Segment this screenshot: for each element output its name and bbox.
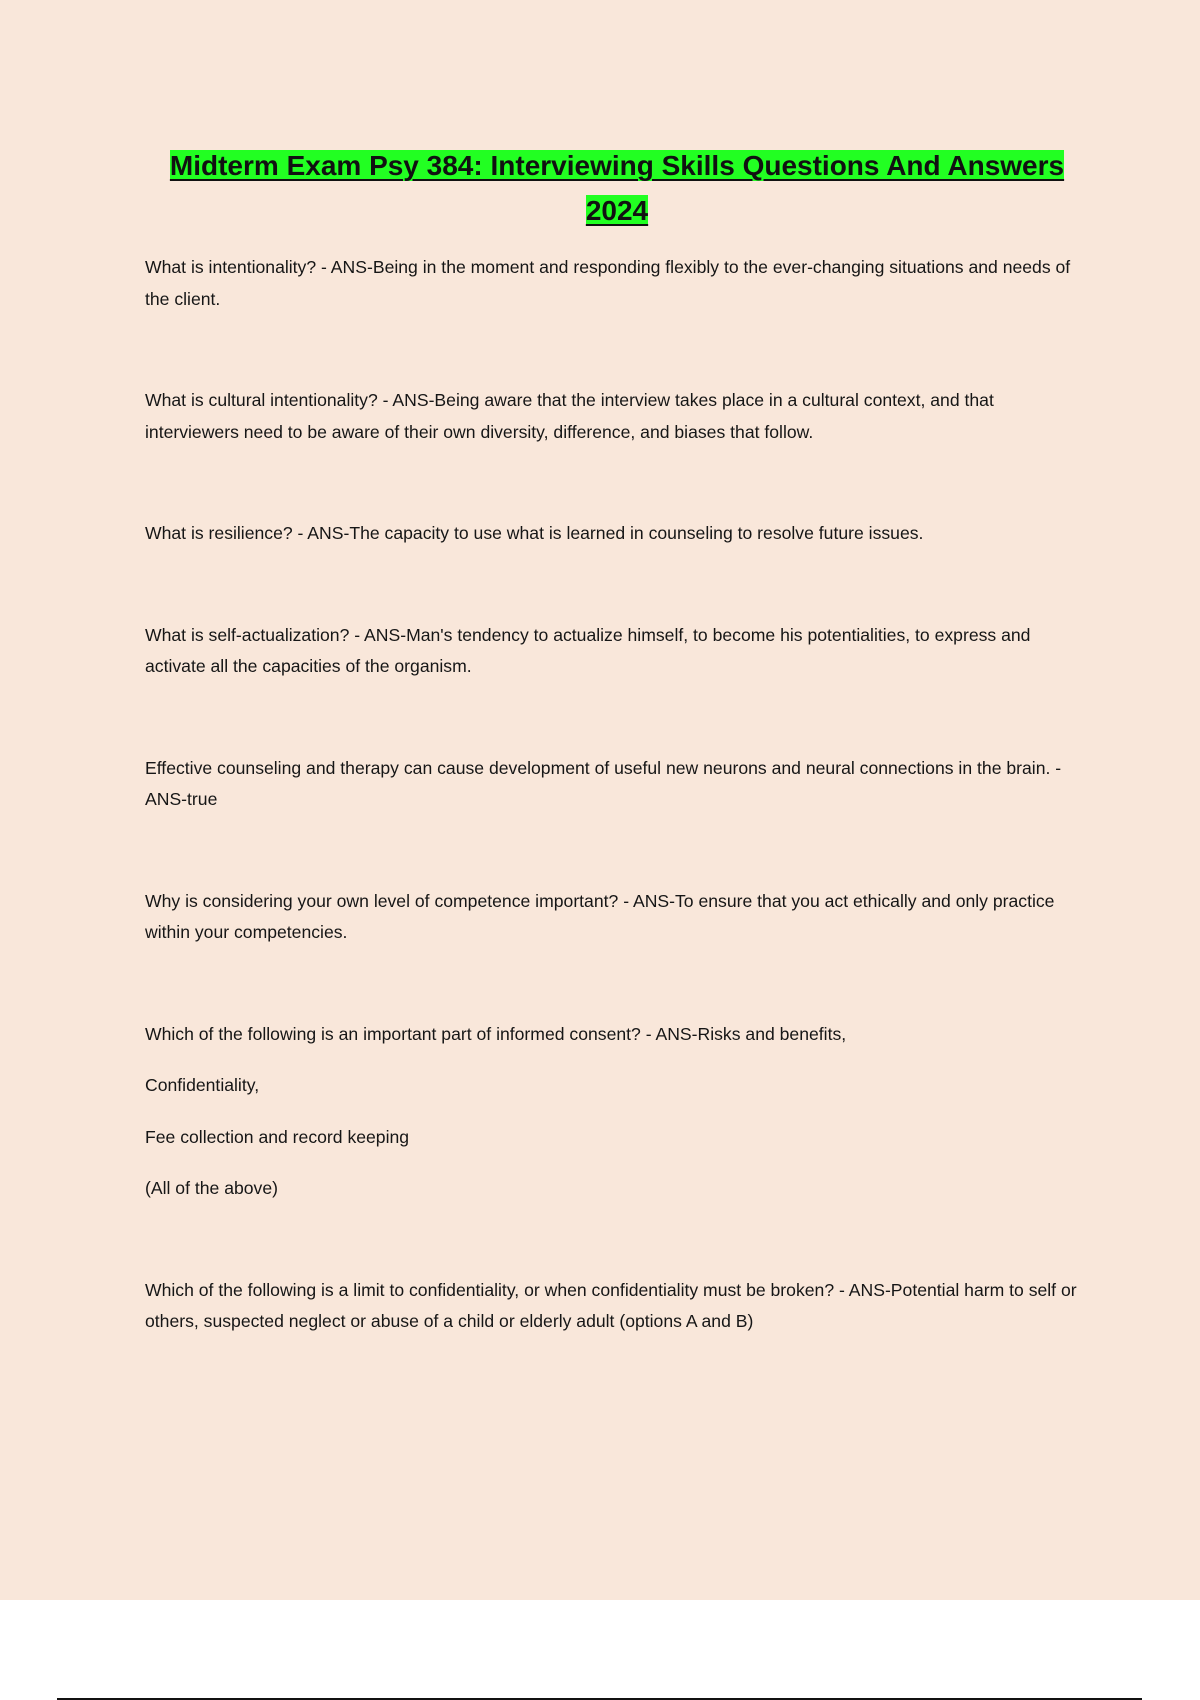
- qa-item-cultural-intentionality: What is cultural intentionality? - ANS-Being aware that the interview takes place in a cultural context, and that interviewers need to be aware of their own diversity, difference, and biases that follow.: [145, 390, 994, 442]
- informed-consent-line: Fee collection and record keeping: [145, 1126, 410, 1147]
- title-line-1: Midterm Exam Psy 384: Interviewing Skills Questions And Answers: [169, 150, 1065, 181]
- qa-item-self-actualization: What is self-actualization? - ANS-Man's tendency to actualize himself, to become his potentialities, to express and activate all the capacities of the organism.: [145, 624, 1031, 676]
- qa-item-intentionality: What is intentionality? - ANS-Being in the moment and responding flexibly to the ever-changing situations and needs of the client.: [145, 257, 1071, 309]
- qa-item-informed-consent: [145, 1019, 1085, 1205]
- qa-item-resilience: What is resilience? - ANS-The capacity to use what is learned in counseling to resolve future issues.: [145, 523, 924, 543]
- qa-item-confidentiality-limit: Which of the following is a limit to confidentiality, or when confidentiality must be broken? - ANS-Potential harm to self or others, suspected neglect or abuse of a child or elderly adult (options A and B): [145, 1279, 1077, 1331]
- document-title: [120, 143, 1114, 233]
- title-line-2: 2024: [585, 195, 649, 226]
- qa-item-competence: Why is considering your own level of competence important? - ANS-To ensure that you act ethically and only practice within your competencies.: [145, 890, 1055, 942]
- question-answer-list: [145, 252, 1085, 1338]
- qa-item-neurons: Effective counseling and therapy can cause development of useful new neurons and neural connections in the brain. - ANS-true: [145, 757, 1062, 809]
- informed-consent-line: Confidentiality,: [145, 1075, 260, 1095]
- informed-consent-line: (All of the above): [145, 1178, 279, 1198]
- page-footer-area: [0, 1600, 1200, 1700]
- informed-consent-line: Which of the following is an important part of informed consent? - ANS-Risks and benefits,: [145, 1023, 847, 1044]
